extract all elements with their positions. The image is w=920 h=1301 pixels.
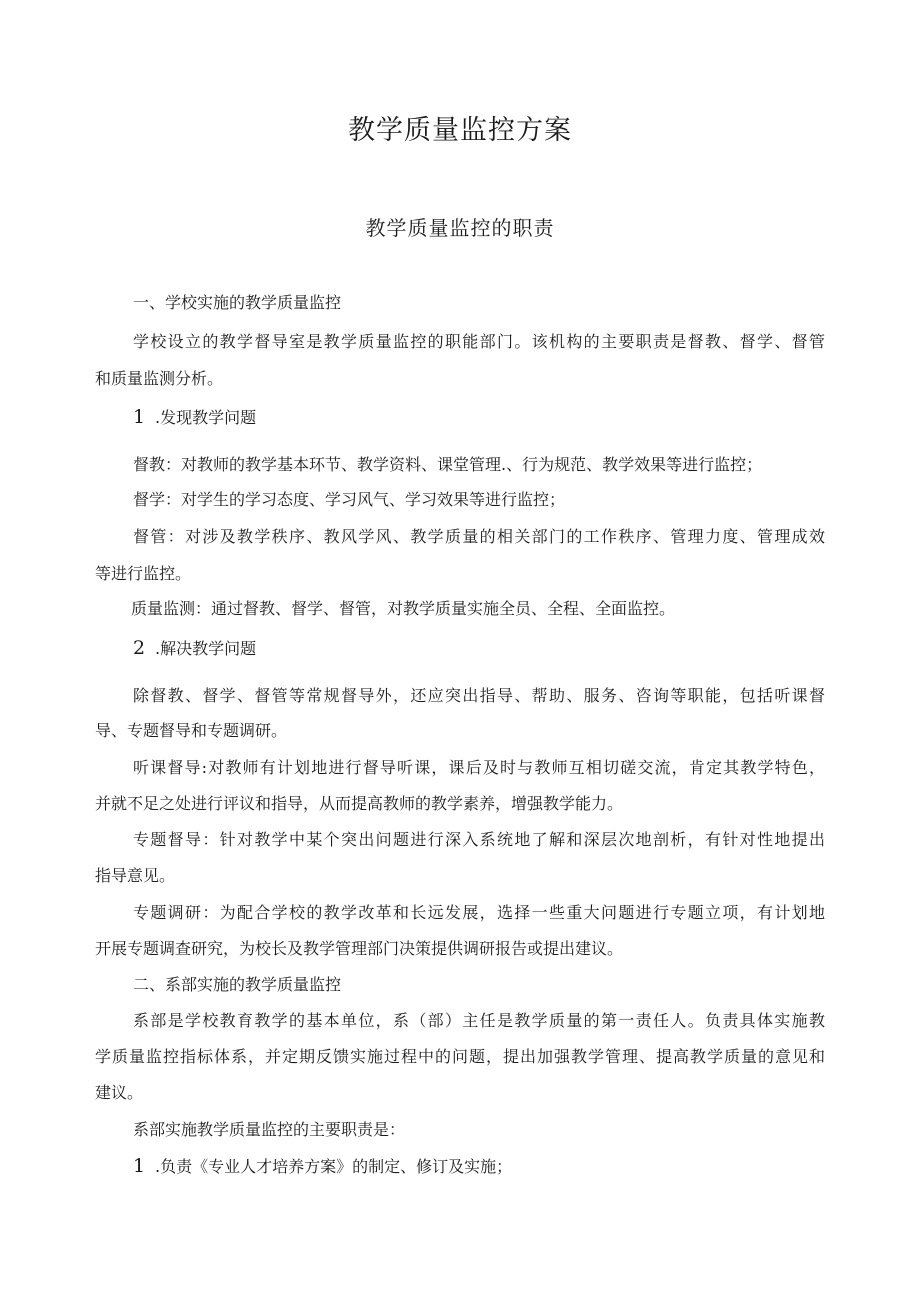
document-subtitle: 教学质量监控的职责 bbox=[365, 216, 555, 240]
jiance-paragraph: 质量监测：通过督教、督学、督管，对教学质量实施全员、全程、全面监控。 bbox=[131, 599, 676, 618]
section1-item1 bbox=[133, 407, 256, 428]
section2-intro-line2 bbox=[95, 1047, 825, 1067]
tingke-line1 bbox=[133, 758, 825, 778]
section2-intro-line3: 建议。 bbox=[95, 1083, 144, 1102]
document-title: 教学质量监控方案 bbox=[348, 115, 572, 146]
duguan-line1-text: 督管：对涉及教学秩序、教风学风、教学质量的相关部门的工作秩序、管理力度、管理成效 bbox=[133, 527, 825, 546]
section1-item1-number: 1 bbox=[133, 406, 146, 428]
section2-duties-lead: 系部实施教学质量监控的主要职责是： bbox=[133, 1120, 406, 1139]
section1-intro-line1-text: 学校设立的教学督导室是教学质量监控的职能部门。该机构的主要职责是督教、督学、督管 bbox=[133, 332, 825, 351]
section1-intro-line2: 和质量监测分析。 bbox=[95, 369, 224, 388]
section2-heading: 二、系部实施的教学质量监控 bbox=[133, 975, 342, 994]
zhuanti-line2: 指导意见。 bbox=[95, 866, 176, 885]
section2-item1 bbox=[133, 1156, 512, 1177]
section1-item2-text: .解决教学问题 bbox=[155, 639, 257, 658]
dujiao-paragraph: 督教：对教师的教学基本环节、教学资料、课堂管理.、行为规范、教学效果等进行监控； bbox=[133, 455, 763, 474]
tingke-line1-text: 听课督导:对教师有计划地进行督导听课，课后及时与教师互相切磋交流，肯定其教学特色， bbox=[133, 758, 825, 777]
section1-heading: 一、学校实施的教学质量监控 bbox=[133, 293, 342, 312]
zhuanti-line1-text: 专题督导：针对教学中某个突出问题进行深入系统地了解和深层次地剖析，有针对性地提出 bbox=[133, 830, 825, 849]
duguan-line1 bbox=[133, 527, 825, 547]
section2-item1-text: .负责《专业人才培养方案》的制定、修订及实施； bbox=[155, 1157, 513, 1176]
section2-item1-number: 1 bbox=[133, 1155, 146, 1177]
zhuanti-line1 bbox=[133, 830, 825, 850]
section1-item1-text: .发现教学问题 bbox=[155, 408, 257, 427]
chudu-line2: 导、专题督导和专题调研。 bbox=[95, 721, 288, 740]
section1-intro-line1 bbox=[133, 332, 825, 352]
section2-intro-line2-text: 学质量监控指标体系，并定期反馈实施过程中的问题，提出加强教学管理、提高教学质量的意见和 bbox=[95, 1047, 825, 1066]
diaoyan-line1 bbox=[133, 903, 825, 923]
chudu-line1 bbox=[133, 686, 825, 706]
section1-item2 bbox=[133, 638, 256, 659]
duxue-paragraph: 督学：对学生的学习态度、学习风气、学习效果等进行监控； bbox=[133, 490, 566, 509]
section1-item2-number: 2 bbox=[133, 637, 146, 659]
tingke-line2: 并就不足之处进行评议和指导，从而提高教师的教学素养，增强教学能力。 bbox=[95, 794, 624, 813]
duguan-line2: 等进行监控。 bbox=[95, 564, 192, 583]
section2-intro-line1-text: 系部是学校教育教学的基本单位，系（部）主任是教学质量的第一责任人。负责具体实施教 bbox=[133, 1011, 825, 1030]
diaoyan-line1-text: 专题调研：为配合学校的教学改革和长远发展，选择一些重大问题进行专题立项，有计划地 bbox=[133, 903, 825, 922]
chudu-line1-text: 除督教、督学、督管等常规督导外，还应突出指导、帮助、服务、咨询等职能，包括听课督 bbox=[133, 686, 825, 705]
section2-intro-line1 bbox=[133, 1011, 825, 1031]
diaoyan-line2: 开展专题调查研究，为校长及教学管理部门决策提供调研报告或提出建议。 bbox=[95, 939, 624, 958]
